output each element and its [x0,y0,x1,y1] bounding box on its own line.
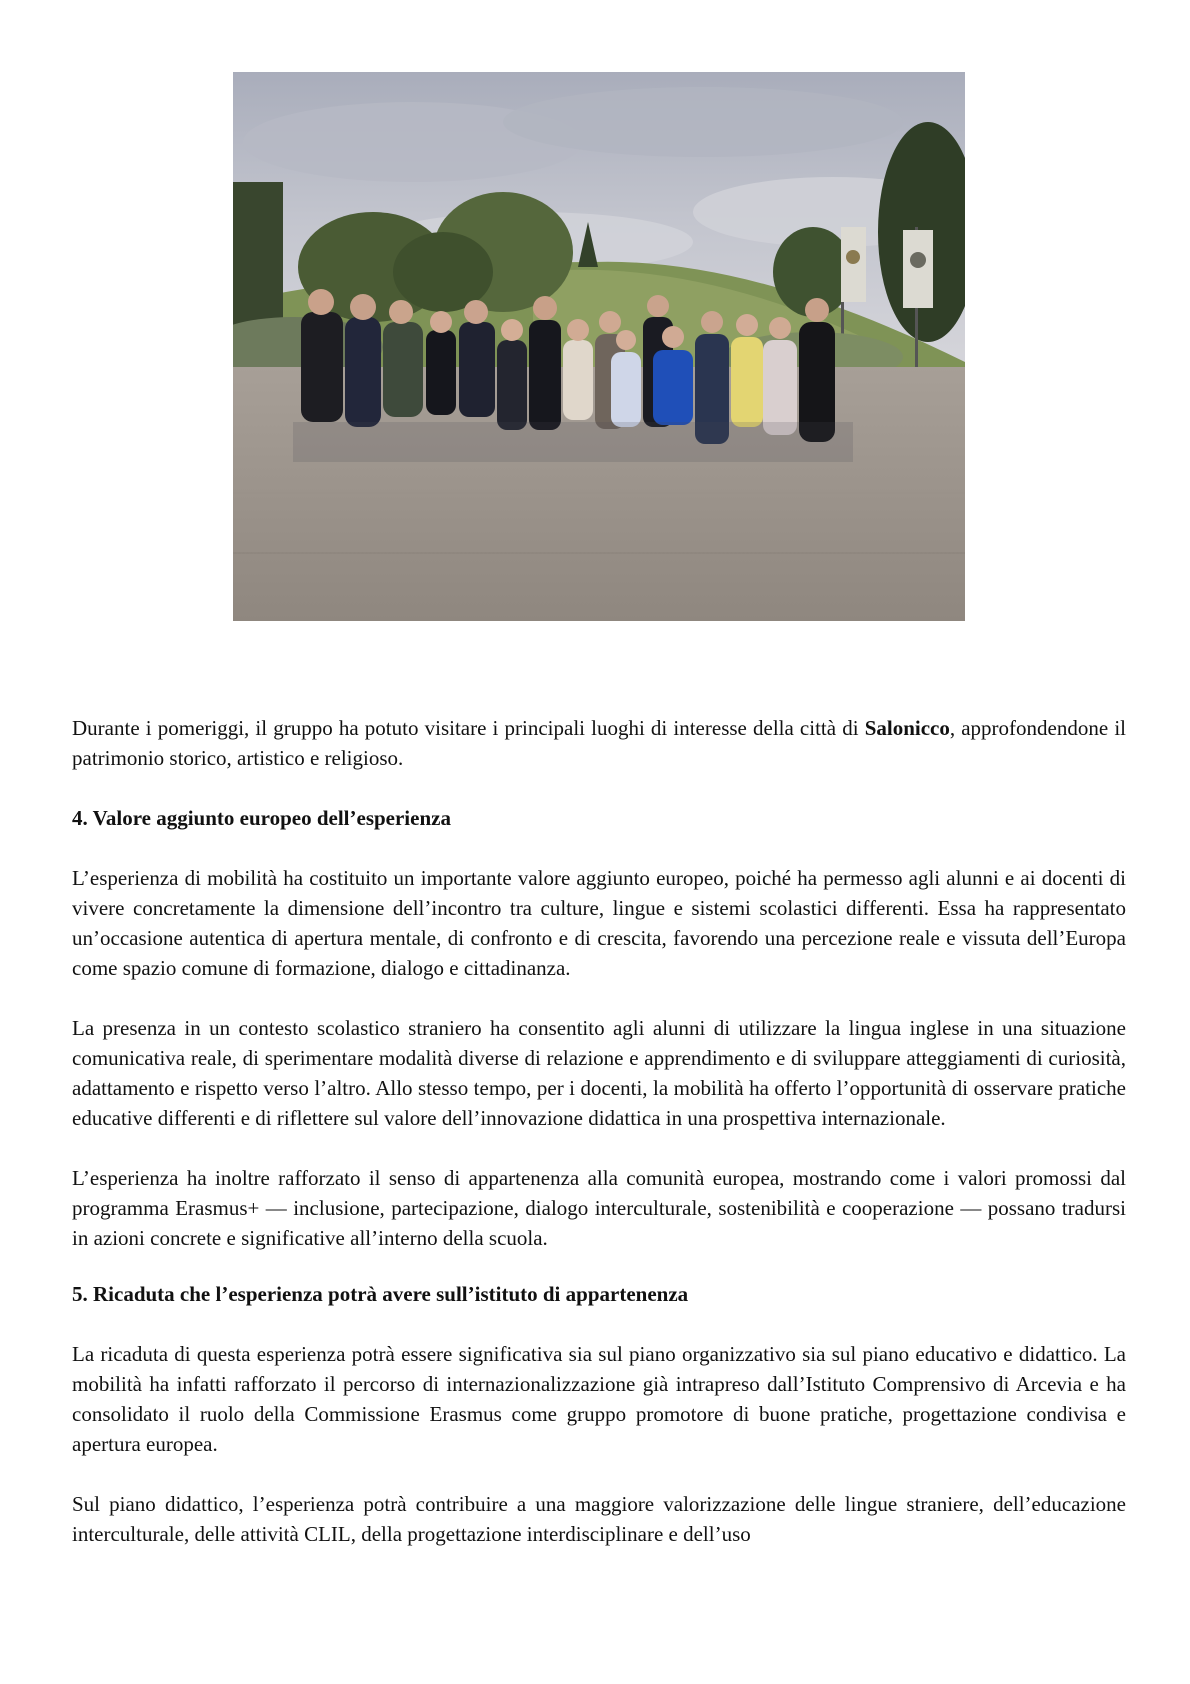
paragraph: L’esperienza di mobilità ha costituito un importante valore aggiunto europeo, poiché ha permesso agli alunni e ai docenti di vivere concretamente la dimensione dell’incontro tra culture, lingue e sistemi scolastici differenti. Essa ha rappresentato un’occasione autentica di apertura mentale, di confronto e di crescita, favorendo una percezione reale e vissuta dell’Europa come spazio comune di formazione, dialogo e cittadinanza. [72,866,1126,980]
paragraph-text: , approfondendone il patrimonio storico, artistico e religioso. [72,716,1126,770]
section-heading-5: 5. Ricaduta che l’esperienza potrà avere sull’istituto di appartenenza [72,1282,689,1306]
section-heading-4: 4. Valore aggiunto europeo dell’esperienza [72,806,451,830]
group-photo-image [233,72,965,621]
paragraph: L’esperienza ha inoltre rafforzato il senso di appartenenza alla comunità europea, mostrando come i valori promossi dal programma Erasmus+ — inclusione, partecipazione, dialogo interculturale, sostenibilità e cooperazione — possano tradursi in azioni concrete e significative all’interno della scuola. [72,1166,1126,1250]
paragraph-salonicco [72,713,1126,773]
paragraph: La ricaduta di questa esperienza potrà essere significativa sia sul piano organizzativo sia sul piano educativo e didattico. La mobilità ha infatti rafforzato il percorso di internazionalizzazione già intrapreso dall’Istituto Comprensivo di Arcevia e ha consolidato il ruolo della Commissione Erasmus come gruppo promotore di buone pratiche, progettazione condivisa e apertura europea. [72,1342,1126,1456]
paragraph-text: Durante i pomeriggi, il gruppo ha potuto visitare i principali luoghi di interesse della città di [72,716,865,740]
group-photo [233,72,965,621]
document-body [72,713,1126,1549]
paragraph: Sul piano didattico, l’esperienza potrà contribuire a una maggiore valorizzazione delle lingue straniere, dell’educazione interculturale, delle attività CLIL, della progettazione interdisciplinare e dell’uso [72,1492,1126,1546]
paragraph: La presenza in un contesto scolastico straniero ha consentito agli alunni di utilizzare la lingua inglese in una situazione comunicativa reale, di sperimentare modalità diverse di relazione e apprendimento e di sviluppare atteggiamenti di curiosità, adattamento e rispetto verso l’altro. Allo stesso tempo, per i docenti, la mobilità ha offerto l’opportunità di osservare pratiche educative differenti e di riflettere sul valore dell’innovazione didattica in una prospettiva internazionale. [72,1016,1126,1130]
city-name: Salonicco [864,716,950,740]
